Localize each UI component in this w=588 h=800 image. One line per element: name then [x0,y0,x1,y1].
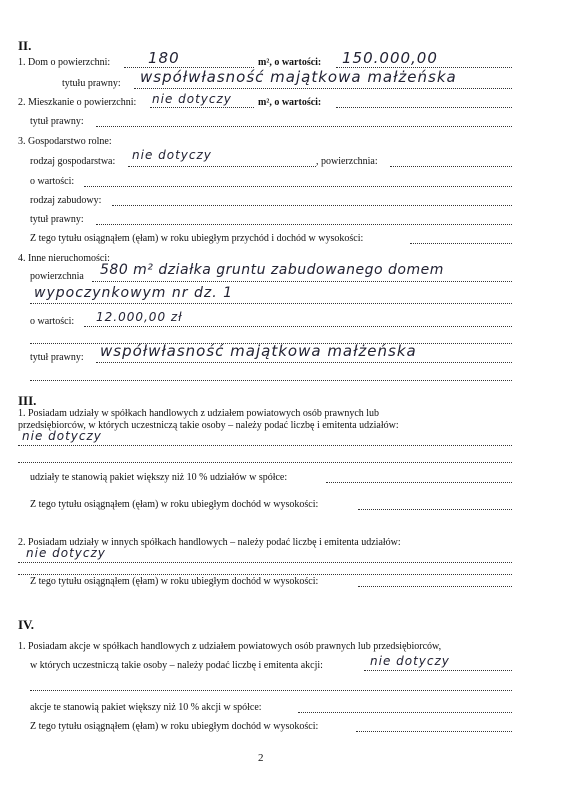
farm-heading: 3. Gospodarstwo rolne: [18,136,112,147]
stocks-income-label: Z tego tytułu osiągnąłem (ęłam) w roku ubiegłym dochód w wysokości: [30,721,319,732]
house-value-label: m², o wartości: [258,57,322,68]
farm-type-value: nie dotyczy [132,148,212,162]
stocks-answer-line [364,670,512,671]
house-title-value: współwłasność majątkowa małżeńska [140,68,457,86]
shares-answer-line [18,445,512,446]
other-property-value: 12.000,00 zł [96,310,183,324]
house-value: 150.000,00 [342,49,438,67]
other-property-area-value: 580 m² działka gruntu zabudowanego domem [100,262,444,278]
stocks-blank-line [30,690,512,691]
shares-intro-line-1: 1. Posiadam udziały w spółkach handlowych z udziałem powiatowych osób prawnych lub [18,408,380,419]
other-property-area-label: powierzchnia [30,271,84,282]
flat-value-line [336,107,512,108]
flat-area-label: 2. Mieszkanie o powierzchni: [18,97,137,108]
shares-income-line [358,509,512,510]
farm-area-label: , powierzchnia: [316,156,378,167]
flat-value-label: m², o wartości: [258,97,322,108]
stocks-intro-line-2: w których uczestniczą takie osoby – należy podać liczbę i emitenta akcji: [30,660,323,671]
section-iii-heading: III. [18,393,37,408]
farm-area-line [390,166,512,167]
other-property-blank-line-2 [30,380,512,381]
farm-type-label: rodzaj gospodarstwa: [30,156,116,167]
other-property-value-line [84,326,512,327]
other-property-title-value: współwłasność majątkowa małżeńska [100,342,417,360]
stocks-answer: nie dotyczy [370,654,450,668]
other-property-area-line [92,281,512,282]
section-iv-heading: IV. [18,617,35,632]
shares-packet-label: udziały te stanowią pakiet większy niż 10 % udziałów w spółce: [30,472,288,483]
house-title-label: tytułu prawny: [62,78,121,89]
farm-title-line [96,224,512,225]
other-property-title-label: tytuł prawny: [30,352,84,363]
shares-packet-line [326,482,512,483]
shares-answer: nie dotyczy [22,429,102,443]
farm-income-line [410,243,512,244]
other-property-value-label: o wartości: [30,316,75,327]
other-shares-blank-line [18,574,512,575]
shares-intro-line-2: przedsiębiorców, w których uczestniczą takie osoby – należy podać liczbę i emitenta udziałów: [18,420,399,431]
other-shares-answer: nie dotyczy [26,546,106,560]
house-area-label: 1. Dom o powierzchni: [18,57,111,68]
stocks-income-line [356,731,512,732]
house-area-value: 180 [148,49,180,67]
flat-title-line [96,126,512,127]
other-shares-line: 2. Posiadam udziały w innych spółkach handlowych – należy podać liczbę i emitenta udziałów: [18,537,401,548]
other-shares-answer-line [18,562,512,563]
other-shares-income-label: Z tego tytułu osiągnąłem (ęłam) w roku ubiegłym dochód w wysokości: [30,576,319,587]
shares-income-label: Z tego tytułu osiągnąłem (ęłam) w roku ubiegłym dochód w wysokości: [30,499,319,510]
farm-income-label: Z tego tytułu osiągnąłem (ęłam) w roku ubiegłym przychód i dochód w wysokości: [30,233,364,244]
house-title-line [134,88,512,89]
stocks-intro-line-1: 1. Posiadam akcje w spółkach handlowych z udziałem powiatowych osób prawnych lub przedsiębiorców, [18,641,442,652]
stocks-packet-line [298,712,512,713]
stocks-packet-label: akcje te stanowią pakiet większy niż 10 % akcji w spółce: [30,702,262,713]
other-property-area-cont: wypoczynkowym nr dz. 1 [34,285,234,301]
farm-value-label: o wartości: [30,176,75,187]
other-shares-income-line [358,586,512,587]
flat-area-value: nie dotyczy [152,92,232,106]
other-property-area-line-2 [30,303,512,304]
farm-build-label: rodzaj zabudowy: [30,195,102,206]
other-property-heading: 4. Inne nieruchomości: [18,253,110,264]
page-number: 2 [258,752,264,764]
other-property-title-line [96,362,512,363]
farm-title-label: tytuł prawny: [30,214,84,225]
section-ii-heading: II. [18,38,32,53]
farm-value-line [84,186,512,187]
flat-title-label: tytuł prawny: [30,116,84,127]
shares-blank-line [18,462,512,463]
farm-build-line [112,205,512,206]
farm-type-line [128,166,316,167]
flat-area-line [150,107,254,108]
